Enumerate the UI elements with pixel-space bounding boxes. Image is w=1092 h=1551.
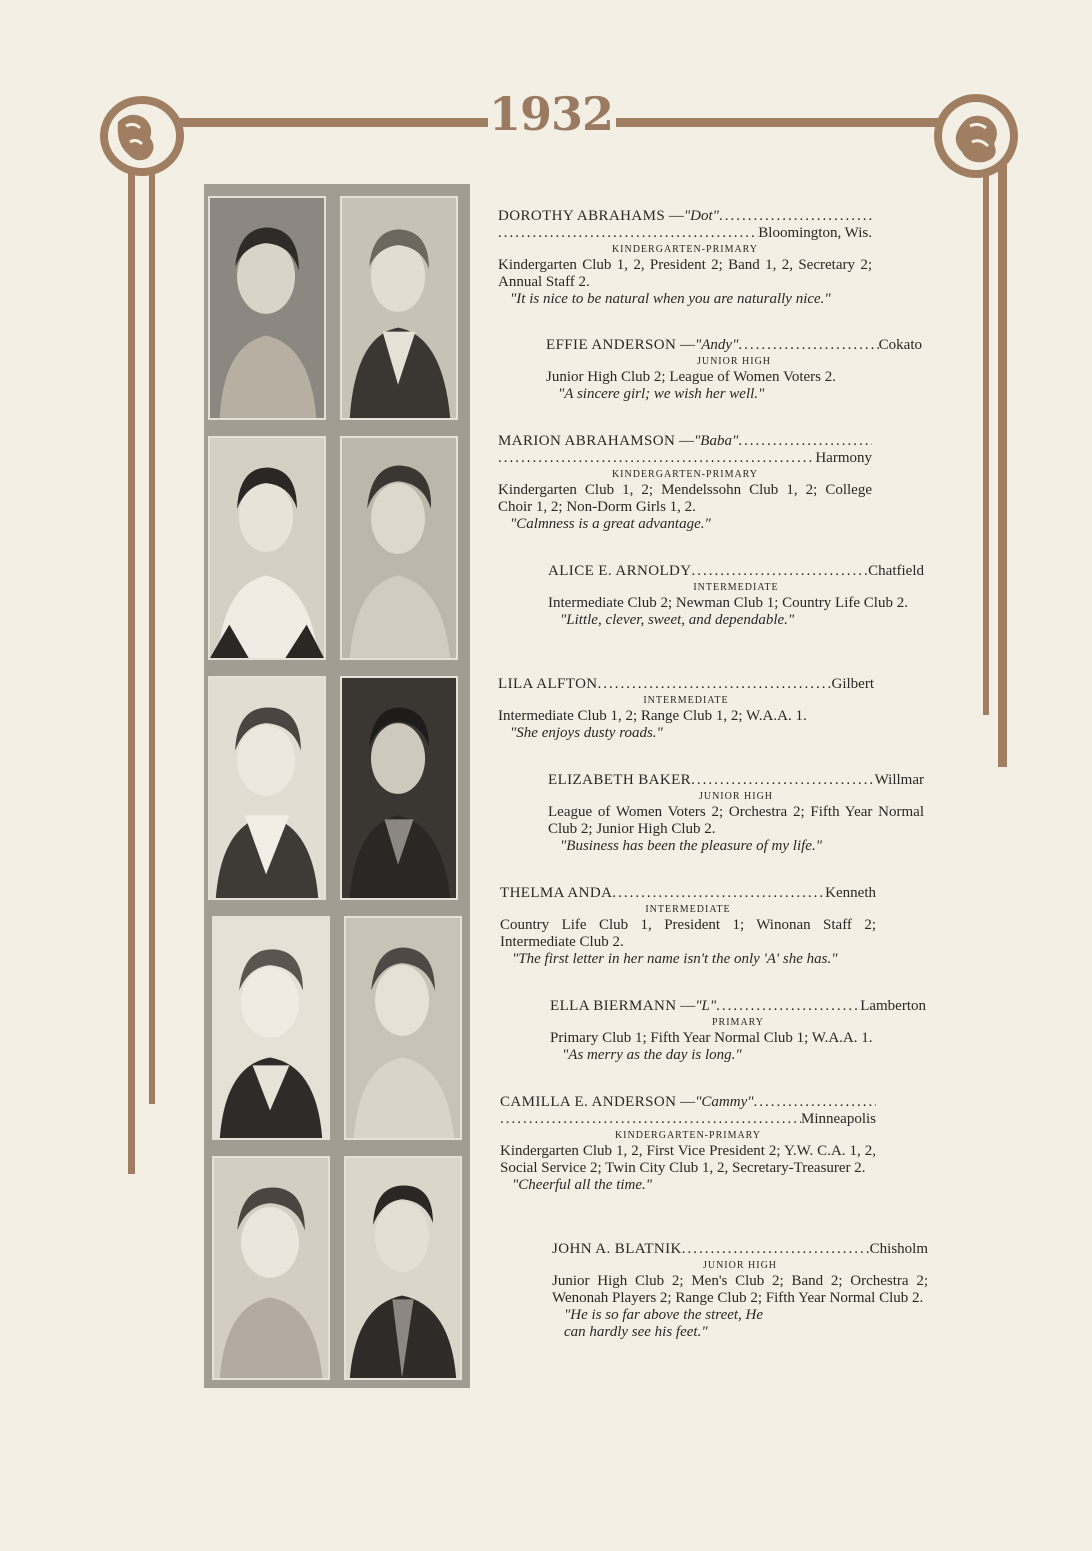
student-hometown: Chisholm (869, 1241, 928, 1257)
frame-top-right (616, 118, 946, 127)
student-entry (498, 676, 874, 742)
student-course: INTERMEDIATE (643, 695, 729, 706)
photo-strip (204, 184, 470, 1388)
student-entry (500, 885, 876, 968)
student-entry: MARION ABRAHAMSON — "Baba" ..... ..... Harmony KINDERGARTEN-PRIMARY Kindergarten Club 1, 2; Mendelssohn Club 1, 2; College Choir 1, 2; Non-Dorm Girls 1, 2. "Calmness is a great advantage." (498, 433, 872, 533)
portrait-photo (212, 916, 330, 1140)
frame-right-outer (998, 150, 1007, 767)
student-course: JUNIOR HIGH (696, 356, 772, 367)
student-quote: "Little, clever, sweet, and dependable." (560, 612, 795, 628)
student-quote: "The first letter in her name isn't the only 'A' she has." (512, 951, 838, 967)
student-activities: Primary Club 1; Fifth Year Normal Club 1; W.A.A. 1. (550, 1030, 873, 1046)
student-hometown: Bloomington, Wis. (758, 225, 872, 241)
student-course: KINDERGARTEN-PRIMARY (614, 1130, 762, 1141)
student-hometown: Minneapolis (801, 1111, 876, 1127)
student-name: LILA ALFTON (498, 676, 598, 692)
portrait-photo (344, 916, 462, 1140)
student-activities: Junior High Club 2; League of Women Voters 2. (546, 369, 837, 385)
student-nickname: "Baba" (694, 433, 739, 449)
portrait-photo (340, 196, 458, 420)
student-hometown: Kenneth (825, 885, 876, 901)
student-activities: Kindergarten Club 1, 2, President 2; Band 1, 2, Secretary 2; Annual Staff 2. (498, 257, 872, 290)
student-course: JUNIOR HIGH (698, 791, 774, 802)
portrait-photo (340, 676, 458, 900)
student-name: CAMILLA E. ANDERSON (500, 1094, 677, 1110)
portrait-photo (344, 1156, 462, 1380)
student-entry (548, 563, 924, 629)
student-activities: Country Life Club 1, President 1; Winonan Staff 2; Intermediate Club 2. (500, 917, 876, 950)
student-name: MARION ABRAHAMSON (498, 433, 676, 449)
portrait-photo (208, 676, 326, 900)
student-quote: "As merry as the day is long." (562, 1047, 742, 1063)
student-nickname: "Cammy" (695, 1094, 754, 1110)
student-hometown: Harmony (815, 450, 872, 466)
student-entry: EFFIE ANDERSON — "Andy" ..... Cokato JUNIOR HIGH Junior High Club 2; League of Women Voters 2. "A sincere girl; we wish her well." (546, 337, 922, 403)
student-hometown: Willmar (874, 772, 924, 788)
student-name: ELLA BIERMANN (550, 998, 677, 1014)
student-course: JUNIOR HIGH (702, 1260, 778, 1271)
student-entry: DOROTHY ABRAHAMS — "Dot" ..... ..... Bloomington, Wis. KINDERGARTEN-PRIMARY Kindergarten Club 1, 2, President 2; Band 1, 2, Secretary 2; Annual Staff 2. "It is nice to be natural when you are naturally nice." (498, 208, 872, 308)
student-hometown: Gilbert (831, 676, 874, 692)
student-hometown: Lamberton (860, 998, 926, 1014)
student-entry (548, 772, 924, 855)
student-nickname: "L" (695, 998, 717, 1014)
portrait-photo (208, 436, 326, 660)
left-corner-ornament (96, 92, 192, 184)
portrait-photo (340, 436, 458, 660)
student-name: DOROTHY ABRAHAMS (498, 208, 666, 224)
portrait-photo (212, 1156, 330, 1380)
student-quote: "Calmness is a great advantage." (510, 516, 711, 532)
portrait-photo (208, 196, 326, 420)
student-course: KINDERGARTEN-PRIMARY (611, 244, 759, 255)
student-activities: Kindergarten Club 1, 2, First Vice President 2; Y.W. C.A. 1, 2, Social Service 2; Twin City Club 1, 2, Secretary-Treasurer 2. (500, 1143, 876, 1176)
student-activities: League of Women Voters 2; Orchestra 2; Fifth Year Normal Club 2; Junior High Club 2. (548, 804, 924, 837)
student-quote: "It is nice to be natural when you are naturally nice." (510, 291, 831, 307)
student-nickname: "Dot" (683, 208, 719, 224)
frame-right-inner (983, 170, 989, 715)
student-name: EFFIE ANDERSON (546, 337, 677, 353)
student-name: ALICE E. ARNOLDY (548, 563, 692, 579)
frame-left-inner (149, 170, 155, 1104)
student-course: INTERMEDIATE (693, 582, 779, 593)
student-nickname: "Andy" (694, 337, 739, 353)
student-quote: "Cheerful all the time." (512, 1177, 653, 1193)
student-activities: Intermediate Club 2; Newman Club 1; Country Life Club 2. (548, 595, 908, 611)
right-corner-ornament (928, 90, 1024, 186)
student-course: KINDERGARTEN-PRIMARY (611, 469, 759, 480)
student-hometown: Cokato (878, 337, 922, 353)
student-quote: "A sincere girl; we wish her well." (558, 386, 765, 402)
student-name: ELIZABETH BAKER (548, 772, 692, 788)
student-activities: Intermediate Club 1, 2; Range Club 1, 2; W.A.A. 1. (498, 708, 807, 724)
student-course: PRIMARY (711, 1017, 764, 1028)
frame-left-outer (128, 150, 135, 1174)
student-entry (552, 1241, 928, 1341)
student-hometown: Chatfield (868, 563, 924, 579)
student-activities: Junior High Club 2; Men's Club 2; Band 2; Orchestra 2; Wenonah Players 2; Range Club 2; Fifth Year Normal Club 2. (552, 1273, 928, 1306)
frame-top-left (150, 118, 488, 127)
student-entry: CAMILLA E. ANDERSON — "Cammy" ..... ..... Minneapolis KINDERGARTEN-PRIMARY Kindergarten Club 1, 2, First Vice President 2; Y.W. C.A. 1, 2, Social Service 2; Twin City Club 1, 2, Secretary-Treasurer 2. "Cheerful all the time." (500, 1094, 876, 1194)
yearbook-year: 1932 (488, 87, 614, 141)
student-name: JOHN A. BLATNIK (552, 1241, 682, 1257)
student-name: THELMA ANDA (500, 885, 613, 901)
student-quote: "He is so far above the street, He can hardly see his feet." (564, 1307, 764, 1340)
student-quote: "She enjoys dusty roads." (510, 725, 663, 741)
student-entry: ELLA BIERMANN — "L" ..... Lamberton PRIMARY Primary Club 1; Fifth Year Normal Club 1; W.A.A. 1. "As merry as the day is long." (550, 998, 926, 1064)
student-course: INTERMEDIATE (645, 904, 731, 915)
student-quote: "Business has been the pleasure of my life." (560, 838, 822, 854)
student-activities: Kindergarten Club 1, 2; Mendelssohn Club 1, 2; College Choir 1, 2; Non-Dorm Girls 1, 2. (498, 482, 872, 515)
